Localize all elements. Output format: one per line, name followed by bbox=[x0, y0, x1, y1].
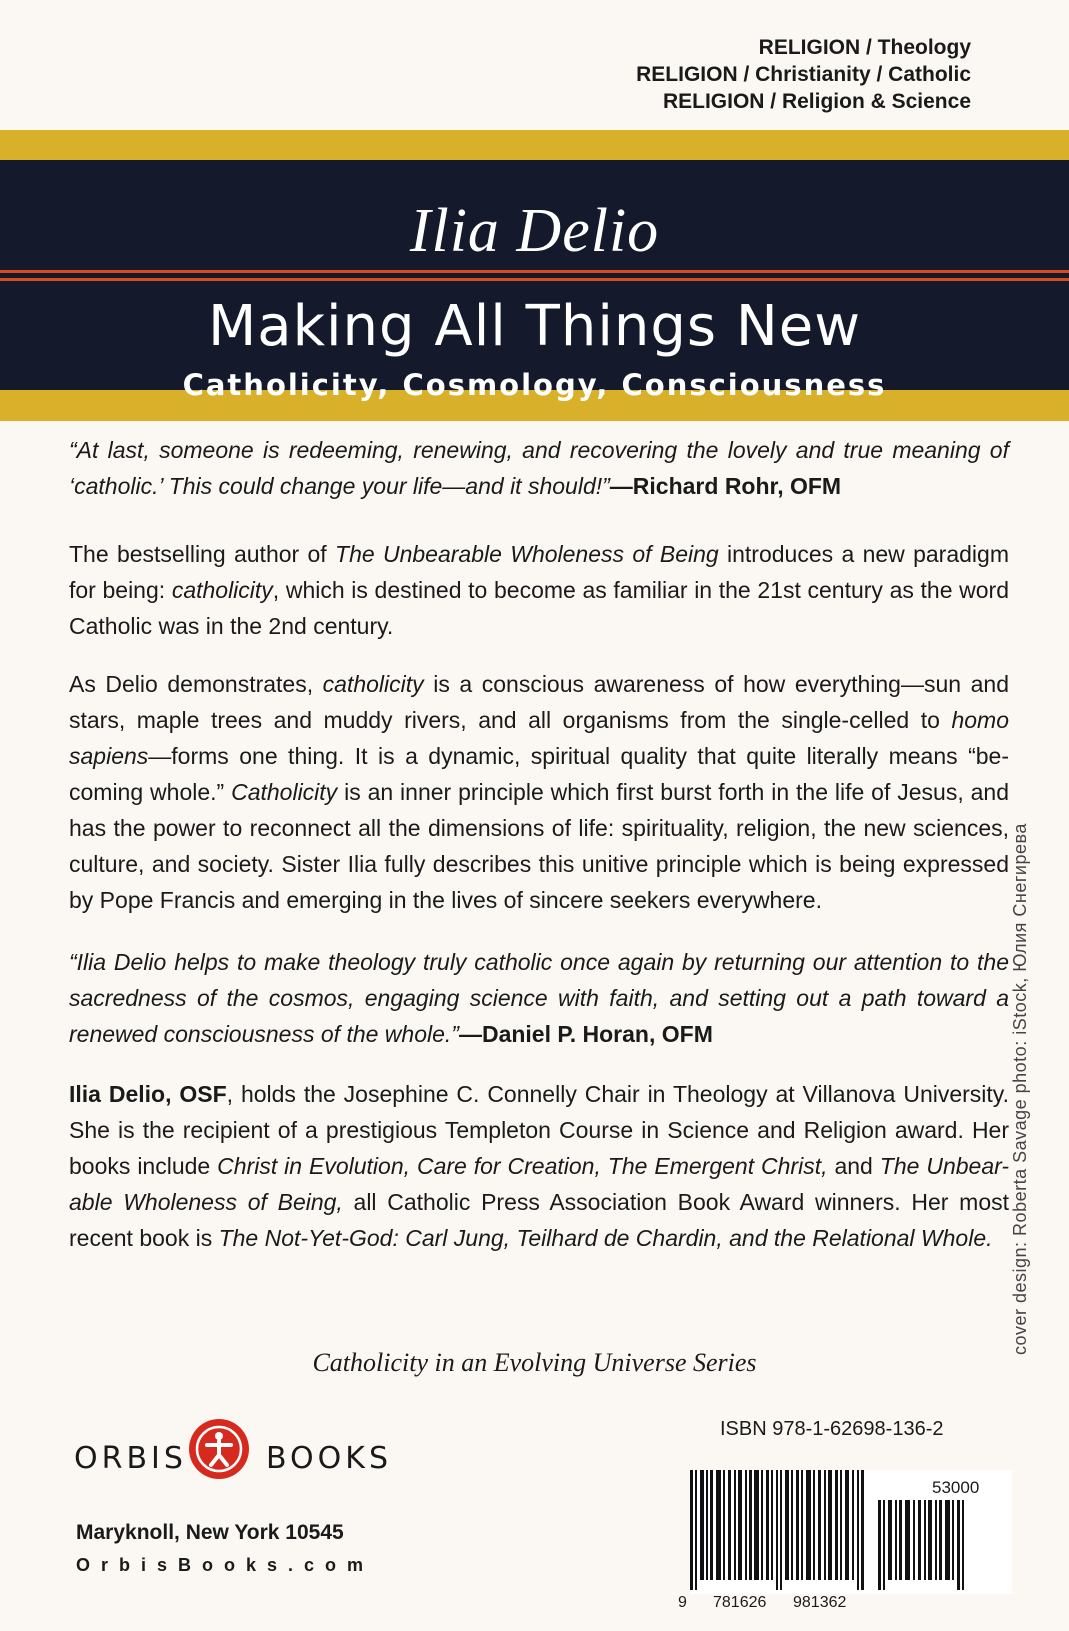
barcode-digits: 781626 bbox=[713, 1594, 767, 1611]
book-subtitle: Catholicity, Cosmology, Consciousness bbox=[182, 368, 887, 402]
description-paragraph-1 bbox=[69, 536, 1009, 644]
text-run: —forms one thing. It is a dynamic, spiritual quality that quite literally means “be-coming whole.” bbox=[69, 743, 1009, 805]
book-title-ref: The Unbearable Wholeness of Being bbox=[335, 541, 719, 567]
divider-stripe bbox=[0, 270, 1069, 273]
author-bio bbox=[69, 1076, 1009, 1256]
text-run: As Delio demonstrates, bbox=[69, 671, 323, 697]
book-title-ref: Christ in Evolution, Care for Creation, The Emergent Christ, bbox=[217, 1153, 828, 1179]
bio-name: Ilia Delio, OSF bbox=[69, 1081, 227, 1107]
endorsement-text: “Ilia Delio helps to make theology truly catholic once again by returning our attention to the sacredness of the cosmos, engaging science with faith, and setting out a path toward a renewed consciousness of the whole.” bbox=[69, 949, 1009, 1047]
title-band bbox=[0, 130, 1069, 421]
divider-stripe bbox=[0, 278, 1069, 281]
series-name: Catholicity in an Evolving Universe Series bbox=[312, 1348, 757, 1377]
category-line: RELIGION / Religion & Science bbox=[662, 90, 971, 113]
price-code: 53000 bbox=[932, 1478, 980, 1497]
text-run: The bestselling author of bbox=[69, 541, 336, 567]
emphasis: catholicity bbox=[322, 671, 424, 697]
text-run: introduces a new paradigm for being: bbox=[69, 541, 1009, 603]
emphasis: Catholicity bbox=[231, 779, 338, 805]
publisher-url: OrbisBooks.com bbox=[76, 1555, 375, 1575]
publisher-logo-row bbox=[74, 1433, 394, 1481]
text-run: is a conscious awareness of how everything—sun and stars, maple trees and muddy rivers, and all organisms from the single-celled to bbox=[69, 671, 1009, 733]
text-run: and bbox=[827, 1153, 880, 1179]
text-run: , holds the Josephine C. Connelly Chair in Theology at Villanova University. She is the recipient of a prestigious Templeton Course in Science and Religion award. Her books include bbox=[69, 1081, 1009, 1179]
cover-credits: cover design: Roberta Savage photo: iStock, Юлия Снегирева bbox=[1010, 823, 1030, 1355]
bisac-categories bbox=[636, 34, 971, 115]
book-title-ref: The Not-Yet-God: Carl Jung, Teilhard de Chardin, and the Relational Whole. bbox=[218, 1225, 993, 1251]
barcode-digits: 981362 bbox=[793, 1594, 847, 1611]
text-run: is an inner principle which first burst forth in the life of Jesus, and has the power to reconnect all the dimensions of life: spirituality, religion, the new sciences, culture, and society. Sister Ilia fully describes this unitive principle which is being expressed by Pope Francis and emerging in the lives of sincere seekers everywhere. bbox=[69, 779, 1009, 913]
endorsement-attribution: —Daniel P. Horan, OFM bbox=[458, 1021, 713, 1047]
endorsement-text: “At last, someone is redeeming, renewing, and recovering the lovely and true meaning of ‘catholic.’ This could change your life—and it should!” bbox=[69, 437, 1009, 499]
publisher-address: Maryknoll, New York 10545 bbox=[76, 1521, 344, 1544]
text-run: all Catholic Press Association Book Award winners. Her most recent book is bbox=[69, 1189, 1009, 1251]
description-paragraph-2 bbox=[69, 666, 1009, 918]
endorsement-attribution: —Richard Rohr, OFM bbox=[609, 473, 842, 499]
endorsement-horan bbox=[69, 944, 1009, 1052]
book-title: Making All Things New bbox=[207, 294, 862, 359]
orbis-logo-icon bbox=[187, 1417, 251, 1481]
text-run: , which is destined to become as familiar in the 21st century as the word Catholic was in the 2nd century. bbox=[69, 577, 1009, 639]
title-band-dark bbox=[0, 160, 1069, 402]
category-line: RELIGION / Theology bbox=[758, 36, 971, 59]
book-title-ref: The Unbear-able Wholeness of Being, bbox=[69, 1153, 1010, 1215]
emphasis: catholicity bbox=[171, 577, 273, 603]
isbn-label: ISBN 978-1-62698-136-2 bbox=[720, 1418, 944, 1440]
publisher-name-right: BOOKS bbox=[266, 1441, 392, 1476]
barcode-digit: 9 bbox=[678, 1594, 687, 1611]
category-line: RELIGION / Christianity / Catholic bbox=[636, 63, 971, 86]
endorsement-rohr bbox=[69, 432, 1009, 504]
author-name: Ilia Delio bbox=[409, 197, 660, 265]
publisher-name-left: ORBIS bbox=[74, 1441, 187, 1476]
emphasis: homo sapiens bbox=[69, 707, 1009, 769]
